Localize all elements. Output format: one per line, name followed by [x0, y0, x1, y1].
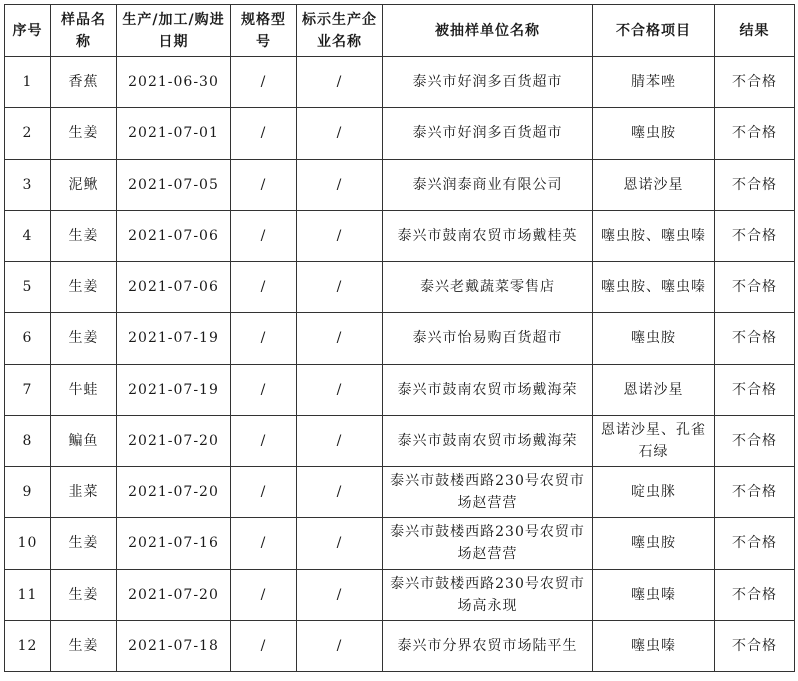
cell-sample-name: 生姜	[51, 518, 117, 569]
cell-sample-name: 牛蛙	[51, 364, 117, 415]
cell-failed-item: 噻虫嗪	[593, 620, 715, 671]
cell-date: 2021-07-18	[117, 620, 231, 671]
header-index: 序号	[5, 5, 51, 57]
table-row	[5, 467, 795, 518]
cell-failed-item: 噻虫胺	[593, 518, 715, 569]
cell-sampled-unit: 泰兴市分界农贸市场陆平生	[383, 620, 593, 671]
header-manufacturer: 标示生产企业名称	[297, 5, 383, 57]
header-spec-model: 规格型号	[231, 5, 297, 57]
cell-date: 2021-07-01	[117, 108, 231, 159]
cell-sampled-unit: 泰兴市鼓南农贸市场戴海荣	[383, 364, 593, 415]
table-body	[5, 57, 795, 672]
cell-spec-model: /	[231, 467, 297, 518]
cell-date: 2021-07-05	[117, 159, 231, 210]
cell-manufacturer: /	[297, 159, 383, 210]
cell-manufacturer: /	[297, 262, 383, 313]
cell-manufacturer: /	[297, 569, 383, 620]
cell-index: 2	[5, 108, 51, 159]
cell-index: 8	[5, 415, 51, 466]
cell-date: 2021-07-06	[117, 210, 231, 261]
header-sampled-unit: 被抽样单位名称	[383, 5, 593, 57]
cell-result: 不合格	[715, 108, 795, 159]
cell-result: 不合格	[715, 364, 795, 415]
cell-failed-item: 恩诺沙星、孔雀石绿	[593, 415, 715, 466]
cell-manufacturer: /	[297, 313, 383, 364]
cell-result: 不合格	[715, 518, 795, 569]
cell-manufacturer: /	[297, 518, 383, 569]
cell-index: 11	[5, 569, 51, 620]
cell-sampled-unit: 泰兴市鼓楼西路230号农贸市场赵营营	[383, 518, 593, 569]
cell-result: 不合格	[715, 467, 795, 518]
cell-sample-name: 鳊鱼	[51, 415, 117, 466]
cell-sampled-unit: 泰兴市鼓楼西路230号农贸市场高永现	[383, 569, 593, 620]
cell-result: 不合格	[715, 262, 795, 313]
cell-spec-model: /	[231, 364, 297, 415]
cell-index: 3	[5, 159, 51, 210]
cell-index: 10	[5, 518, 51, 569]
cell-sampled-unit: 泰兴老戴蔬菜零售店	[383, 262, 593, 313]
cell-failed-item: 噻虫嗪	[593, 569, 715, 620]
cell-date: 2021-07-20	[117, 415, 231, 466]
cell-index: 7	[5, 364, 51, 415]
cell-result: 不合格	[715, 620, 795, 671]
cell-date: 2021-07-19	[117, 364, 231, 415]
cell-sampled-unit: 泰兴市鼓南农贸市场戴桂英	[383, 210, 593, 261]
cell-index: 4	[5, 210, 51, 261]
table-row	[5, 415, 795, 466]
cell-sample-name: 生姜	[51, 313, 117, 364]
cell-sampled-unit: 泰兴市鼓南农贸市场戴海荣	[383, 415, 593, 466]
cell-sample-name: 生姜	[51, 620, 117, 671]
cell-sample-name: 生姜	[51, 569, 117, 620]
header-result: 结果	[715, 5, 795, 57]
cell-failed-item: 噻虫胺	[593, 108, 715, 159]
cell-result: 不合格	[715, 57, 795, 108]
cell-index: 9	[5, 467, 51, 518]
cell-spec-model: /	[231, 159, 297, 210]
header-sample-name: 样品名称	[51, 5, 117, 57]
cell-sample-name: 香蕉	[51, 57, 117, 108]
cell-manufacturer: /	[297, 467, 383, 518]
cell-manufacturer: /	[297, 108, 383, 159]
cell-index: 1	[5, 57, 51, 108]
cell-result: 不合格	[715, 569, 795, 620]
cell-spec-model: /	[231, 620, 297, 671]
cell-date: 2021-07-20	[117, 569, 231, 620]
cell-sampled-unit: 泰兴市好润多百货超市	[383, 57, 593, 108]
cell-spec-model: /	[231, 262, 297, 313]
cell-spec-model: /	[231, 415, 297, 466]
cell-sample-name: 泥鳅	[51, 159, 117, 210]
cell-date: 2021-06-30	[117, 57, 231, 108]
cell-index: 5	[5, 262, 51, 313]
cell-date: 2021-07-20	[117, 467, 231, 518]
table-row	[5, 262, 795, 313]
header-failed-item: 不合格项目	[593, 5, 715, 57]
cell-result: 不合格	[715, 313, 795, 364]
cell-sampled-unit: 泰兴市怡易购百货超市	[383, 313, 593, 364]
cell-sampled-unit: 泰兴润泰商业有限公司	[383, 159, 593, 210]
table-row	[5, 569, 795, 620]
cell-failed-item: 腈苯唑	[593, 57, 715, 108]
cell-spec-model: /	[231, 210, 297, 261]
cell-index: 12	[5, 620, 51, 671]
cell-sampled-unit: 泰兴市鼓楼西路230号农贸市场赵营营	[383, 467, 593, 518]
cell-spec-model: /	[231, 518, 297, 569]
table-row	[5, 108, 795, 159]
cell-manufacturer: /	[297, 415, 383, 466]
cell-result: 不合格	[715, 210, 795, 261]
cell-manufacturer: /	[297, 364, 383, 415]
cell-sample-name: 生姜	[51, 108, 117, 159]
cell-result: 不合格	[715, 415, 795, 466]
cell-sample-name: 韭菜	[51, 467, 117, 518]
cell-spec-model: /	[231, 108, 297, 159]
cell-spec-model: /	[231, 569, 297, 620]
cell-spec-model: /	[231, 313, 297, 364]
cell-result: 不合格	[715, 159, 795, 210]
cell-sampled-unit: 泰兴市好润多百货超市	[383, 108, 593, 159]
cell-manufacturer: /	[297, 210, 383, 261]
table-row	[5, 364, 795, 415]
table-header-row	[5, 5, 795, 57]
inspection-results-table	[4, 4, 795, 672]
header-production-date: 生产/加工/购进日期	[117, 5, 231, 57]
table-row	[5, 57, 795, 108]
cell-date: 2021-07-16	[117, 518, 231, 569]
cell-failed-item: 噻虫胺、噻虫嗪	[593, 262, 715, 313]
table-row	[5, 518, 795, 569]
cell-manufacturer: /	[297, 57, 383, 108]
table-row	[5, 159, 795, 210]
cell-manufacturer: /	[297, 620, 383, 671]
cell-date: 2021-07-06	[117, 262, 231, 313]
cell-failed-item: 啶虫脒	[593, 467, 715, 518]
cell-failed-item: 噻虫胺、噻虫嗪	[593, 210, 715, 261]
cell-date: 2021-07-19	[117, 313, 231, 364]
cell-sample-name: 生姜	[51, 262, 117, 313]
table-row	[5, 313, 795, 364]
cell-index: 6	[5, 313, 51, 364]
cell-sample-name: 生姜	[51, 210, 117, 261]
table-row	[5, 210, 795, 261]
cell-spec-model: /	[231, 57, 297, 108]
cell-failed-item: 恩诺沙星	[593, 364, 715, 415]
table-row	[5, 620, 795, 671]
cell-failed-item: 恩诺沙星	[593, 159, 715, 210]
cell-failed-item: 噻虫胺	[593, 313, 715, 364]
